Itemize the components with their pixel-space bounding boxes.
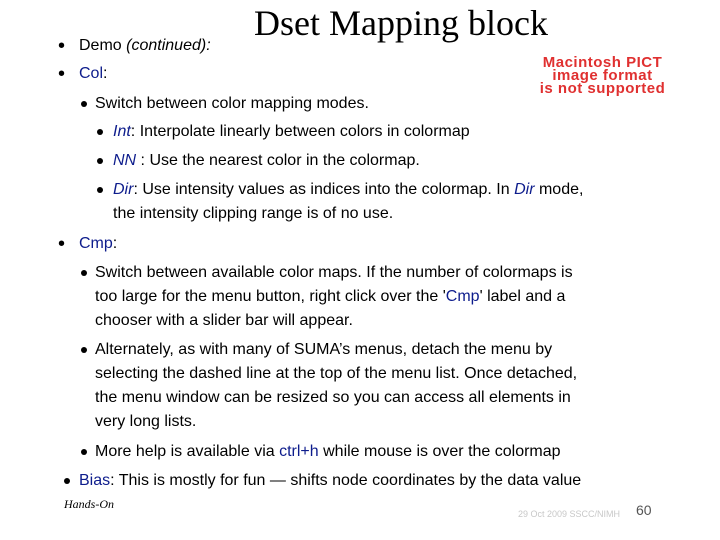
cmp-sub1-line1: Switch between available color maps. If the number of colormaps is: [95, 264, 573, 281]
cmp-heading: [79, 232, 117, 256]
bullet-icon: •: [58, 63, 66, 85]
dir-text-end: mode,: [534, 181, 584, 198]
cmp-sub2-line1: Alternately, as with many of SUMA’s menus, detach the menu by: [95, 341, 553, 358]
bullet-icon: [64, 478, 70, 484]
col-heading: [79, 62, 107, 86]
bullet-icon: [97, 187, 103, 193]
bullet-icon: [97, 158, 103, 164]
cmp-sub2-line2: selecting the dashed line at the top of the menu list. Once detached,: [95, 365, 578, 382]
bullet-icon: [97, 129, 103, 135]
cmp-inline-label: Cmp: [445, 288, 480, 305]
demo-label: Demo: [79, 37, 122, 54]
cmp-sub2-line4: very long lists.: [95, 413, 197, 430]
cmp-sub1-text: too large for the menu button, right click over the ': [95, 288, 446, 305]
int-label: Int: [113, 123, 131, 140]
cmp-colon: :: [112, 235, 118, 252]
col-label: Col: [79, 65, 104, 82]
bias-item: [79, 469, 581, 493]
cmp-sub2-line3: the menu window can be resized so you can access all elements in: [95, 389, 571, 406]
int-item: [113, 120, 470, 144]
demo-heading: [79, 34, 211, 58]
col-sub-item: Switch between color mapping modes.: [95, 95, 369, 112]
nn-label: NN: [113, 152, 137, 169]
unsupported-image-placeholder: [500, 56, 705, 95]
footer-hands-on: Hands-On: [64, 497, 114, 511]
nn-item: [113, 149, 420, 173]
dir-label: Dir: [113, 181, 134, 198]
cmp-sub1-line3: chooser with a slider bar will appear.: [95, 312, 353, 329]
cmp-sub1-text-end: ' label and a: [479, 288, 566, 305]
demo-continued: (continued):: [126, 37, 211, 54]
help-text-end: while mouse is over the colormap: [318, 443, 561, 460]
pict-line-1: Macintosh PICT: [542, 54, 663, 71]
cmp-sub3: [95, 440, 561, 464]
cmp-label: Cmp: [79, 235, 113, 252]
dir-item-cont: the intensity clipping range is of no use.: [113, 205, 394, 222]
bullet-icon: [81, 347, 87, 353]
nn-text: : Use the nearest color in the colormap.: [136, 152, 420, 169]
bullet-icon: •: [58, 233, 66, 255]
bullet-icon: [81, 449, 87, 455]
int-text: : Interpolate linearly between colors in colormap: [130, 123, 470, 140]
dir-item: [113, 178, 583, 202]
pict-line-3: is not supported: [539, 80, 666, 97]
bias-text: : This is mostly for fun — shifts node coordinates by the data value: [110, 472, 582, 489]
help-shortcut: ctrl+h: [279, 443, 319, 460]
page-number: 60: [636, 502, 652, 518]
cmp-sub1-line2: [95, 285, 565, 309]
bullet-icon: •: [58, 35, 66, 57]
help-text: More help is available via: [95, 443, 280, 460]
bullet-icon: [81, 101, 87, 107]
footer-date: 29 Oct 2009 SSCC/NIMH: [518, 509, 621, 519]
dir-text: : Use intensity values as indices into the colormap. In: [133, 181, 515, 198]
col-colon: :: [103, 65, 108, 82]
dir-label-inline: Dir: [514, 181, 535, 198]
slide-title: Dset Mapping block: [254, 3, 548, 43]
bias-label: Bias: [79, 472, 111, 489]
bullet-icon: [81, 270, 87, 276]
pict-line-2: image format: [552, 67, 653, 84]
